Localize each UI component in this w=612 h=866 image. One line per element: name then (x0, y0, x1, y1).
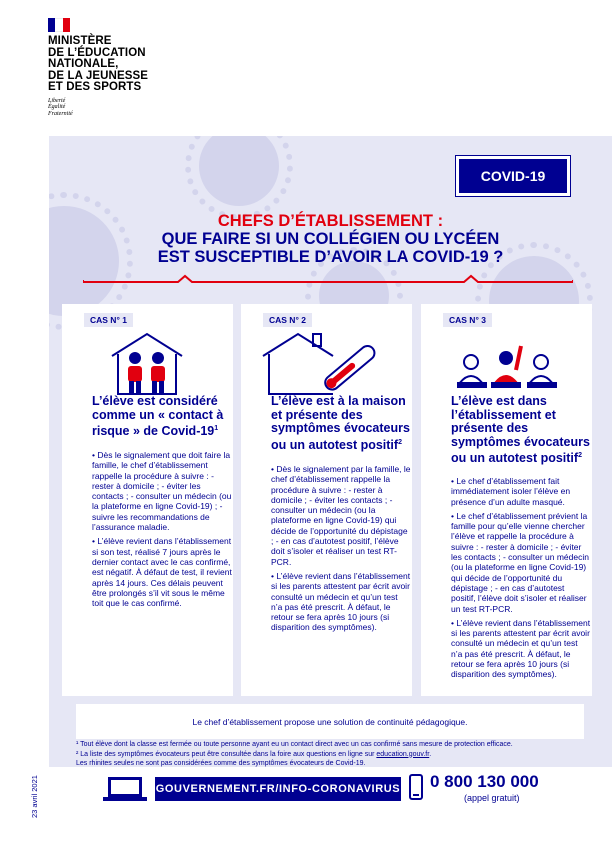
phone-icon (409, 774, 423, 800)
page-title: CHEFS D’ÉTABLISSEMENT : QUE FAIRE SI UN COLLÉGIEN OU LYCÉEN EST SUSCEPTIBLE D’AVOIR LA COVID-19 ? (157, 212, 504, 266)
education-link[interactable]: education.gouv.fr (376, 750, 430, 758)
case-title: L’élève est dans l’établissement et présente des symptômes évocateurs ou un autotest positif$^2$ (451, 394, 590, 466)
house-thermometer-icon (241, 326, 412, 396)
case-label: CAS N° 3 (443, 313, 492, 327)
ministry-logo (48, 18, 188, 117)
case-label: CAS N° 1 (84, 313, 133, 327)
phone-note: (appel gratuit) (464, 793, 520, 803)
case-body: • Le chef d’établissement fait immédiatement isoler l’élève en présence d’un adulte masqué. • Le chef d’établissement prévient la famille pour qu’elle vienne chercher l’élève et rappelle la procédure à suivre : - rester à domicile ; - éviter les contacts ; - consulter un médecin (ou la plateforme en ligne Covid-19) qui décide de l’opportunité du dépistage ; - en cas d’autotest positif, l’élève doit s’isoler et réaliser un test RT-PCR. • L’élève revient dans l’établissement si les parents attestent par écrit avoir consulté un médecin et qu’un test n’a pas été prescrit. À défaut, le retour se fera après 10 jours (si disparition des symptômes). (451, 476, 591, 680)
main-panel (49, 136, 612, 767)
case-2-card (241, 304, 412, 696)
title-divider (83, 272, 573, 284)
republic-motto: Liberté Égalité Fraternité (48, 97, 73, 117)
footnotes: ¹ Tout élève dont la classe est fermée ou toute personne ayant eu un contact direct avec un cas confirmé sans mesure de protection efficace. ² La liste des symptômes évocateurs peut être consultée dans la foire aux questions en ligne sur education.gouv.fr. Les rhinites seules ne sont pas considérées comme des symptômes évocateurs de Covid-19. (76, 740, 606, 769)
house-family-icon (62, 326, 233, 396)
case-label: CAS N° 2 (263, 313, 312, 327)
case-title: L’élève est à la maison et présente des symptômes évocateurs ou un autotest positif$^2$ (271, 394, 410, 452)
phone-number[interactable]: 0 800 130 000 (430, 772, 539, 791)
footnote-2: ² La liste des symptômes évocateurs peut être consultée dans la foire aux questions en ligne sur education.gouv.fr. (76, 750, 432, 758)
virus-decoration (199, 136, 279, 206)
case-title: L’élève est considéré comme un « contact à risque » de Covid-$19^1$ (92, 394, 224, 439)
case-body: • Dès le signalement que doit faire la famille, le chef d’établissement rappelle la procédure à suivre : - rester à domicile ; - éviter les contacts ; - consulter un médecin (ou la plateforme en ligne Covid-19) ; - suivre les recommandations de l’assurance maladie. • L’élève revient dans l’établissement si son test, réalisé 7 jours après le dernier contact avec le cas confirmé, est négatif. À défaut de test, il revient après 14 jours. Ces délais peuvent être prolongés s’il vit sous le même toit que le cas confirmé. (92, 450, 232, 609)
website-link[interactable]: GOUVERNEMENT.FR/INFO-CORONAVIRUS (155, 777, 401, 801)
publication-date: 23 avril 2021 (30, 775, 39, 818)
covid-badge: COVID-19 (456, 156, 570, 196)
case-3-card (421, 304, 592, 696)
case-1-card (62, 304, 233, 696)
classroom-students-icon (421, 326, 592, 396)
french-flag-icon (48, 18, 70, 32)
laptop-icon (102, 775, 148, 803)
continuity-note: Le chef d’établissement propose une solution de continuité pédagogique. (76, 704, 584, 739)
ministry-name: MINISTÈRE DE L’ÉDUCATION NATIONALE, DE LA JEUNESSE ET DES SPORTS (48, 35, 149, 93)
case-body: • Dès le signalement par la famille, le chef d’établissement rappelle la procédure à suivre : - rester à domicile ; - éviter les contacts ; - consulter un médecin (ou la plateforme en ligne Covid-19) qui décide de l’opportunité du dépistage ; - en cas d’autotest positif, l’élève doit s’isoler et réaliser un test RT-PCR. • L’élève revient dans l’établissement si les parents attestent par écrit avoir consulté un médecin et qu’un test n’a pas été prescrit. À défaut, le retour se fera après 10 jours (si disparition des symptômes). (271, 464, 411, 633)
